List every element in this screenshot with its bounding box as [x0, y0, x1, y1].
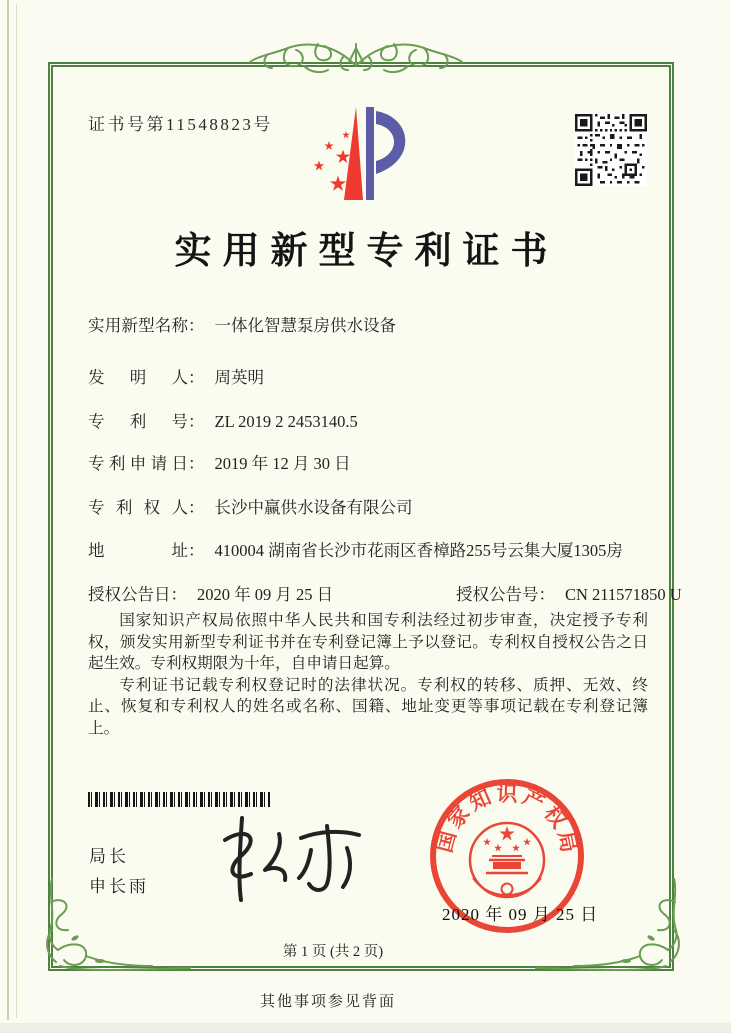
colon: ：	[188, 454, 205, 473]
field-row-name	[88, 312, 396, 336]
grant-number-group	[456, 581, 682, 605]
certificate-title: 实用新型专利证书	[174, 231, 559, 272]
field-value: 长沙中赢供水设备有限公司	[214, 498, 413, 517]
colon: ：	[188, 412, 205, 431]
field-value: 410004 湖南省长沙市花雨区香樟路255号云集大厦1305房	[214, 541, 623, 560]
field-row-inventor	[88, 364, 264, 388]
body-paragraph: 国家知识产权局依照中华人民共和国专利法经过初步审查，决定授予专利权，颁发实用新型专利证书并在专利登记簿上予以登记。专利权自授权公告之日起生效。专利权期限为十年，自申请日起算。	[88, 612, 648, 672]
grant-number-label: 授权公告号	[456, 585, 539, 604]
cnipa-logo-icon	[298, 104, 416, 204]
footer-note: 其他事项参见背面	[259, 994, 396, 1010]
field-label: 专利号	[88, 412, 188, 431]
certificate-number: 证书号第11548823号	[88, 115, 273, 134]
field-value: 一体化智慧泵房供水设备	[214, 316, 396, 335]
field-label: 地址	[88, 541, 188, 560]
field-row-filing-date	[88, 450, 351, 474]
grant-number-value: CN 211571850 U	[565, 585, 682, 604]
seal-date: 2020 年 09 月 25 日	[442, 905, 599, 924]
director-name: 申长雨	[89, 877, 149, 896]
colon: ：	[188, 498, 205, 517]
field-value: 周英明	[214, 368, 264, 387]
director-title: 局长	[89, 847, 129, 866]
qr-code	[575, 114, 647, 186]
field-label: 实用新型名称	[88, 316, 188, 335]
field-value: 2019 年 12 月 30 日	[214, 454, 351, 473]
field-label: 专利申请日	[88, 454, 188, 473]
svg-text:国家知识产权局	[432, 782, 582, 858]
colon: ：	[188, 316, 205, 335]
director-signature-image	[195, 810, 370, 905]
legal-body-text	[88, 610, 648, 739]
field-row-grant	[88, 581, 682, 605]
field-row-patent-number	[88, 408, 358, 432]
grant-date-value: 2020 年 09 月 25 日	[197, 585, 334, 604]
colon: ：	[188, 541, 205, 560]
colon: ：	[538, 585, 555, 604]
page-number: 第 1 页 (共 2 页)	[282, 944, 384, 960]
colon: ：	[170, 585, 187, 604]
grant-date-label: 授权公告日	[88, 585, 171, 604]
seal-text: 国家知识产权局	[432, 781, 582, 858]
body-paragraph: 专利证书记载专利权登记时的法律状况。专利权的转移、质押、无效、终止、恢复和专利权人的姓名或名称、国籍、地址变更等事项记载在专利登记簿上。	[88, 676, 648, 737]
barcode	[88, 792, 270, 807]
colon: ：	[188, 368, 205, 387]
field-row-address	[88, 537, 623, 561]
national-emblem-icon	[470, 823, 544, 897]
field-value: ZL 2019 2 2453140.5	[214, 412, 358, 431]
field-label: 专利权人	[88, 498, 188, 517]
field-row-patentee	[88, 494, 413, 518]
field-label: 发明人	[88, 368, 188, 387]
